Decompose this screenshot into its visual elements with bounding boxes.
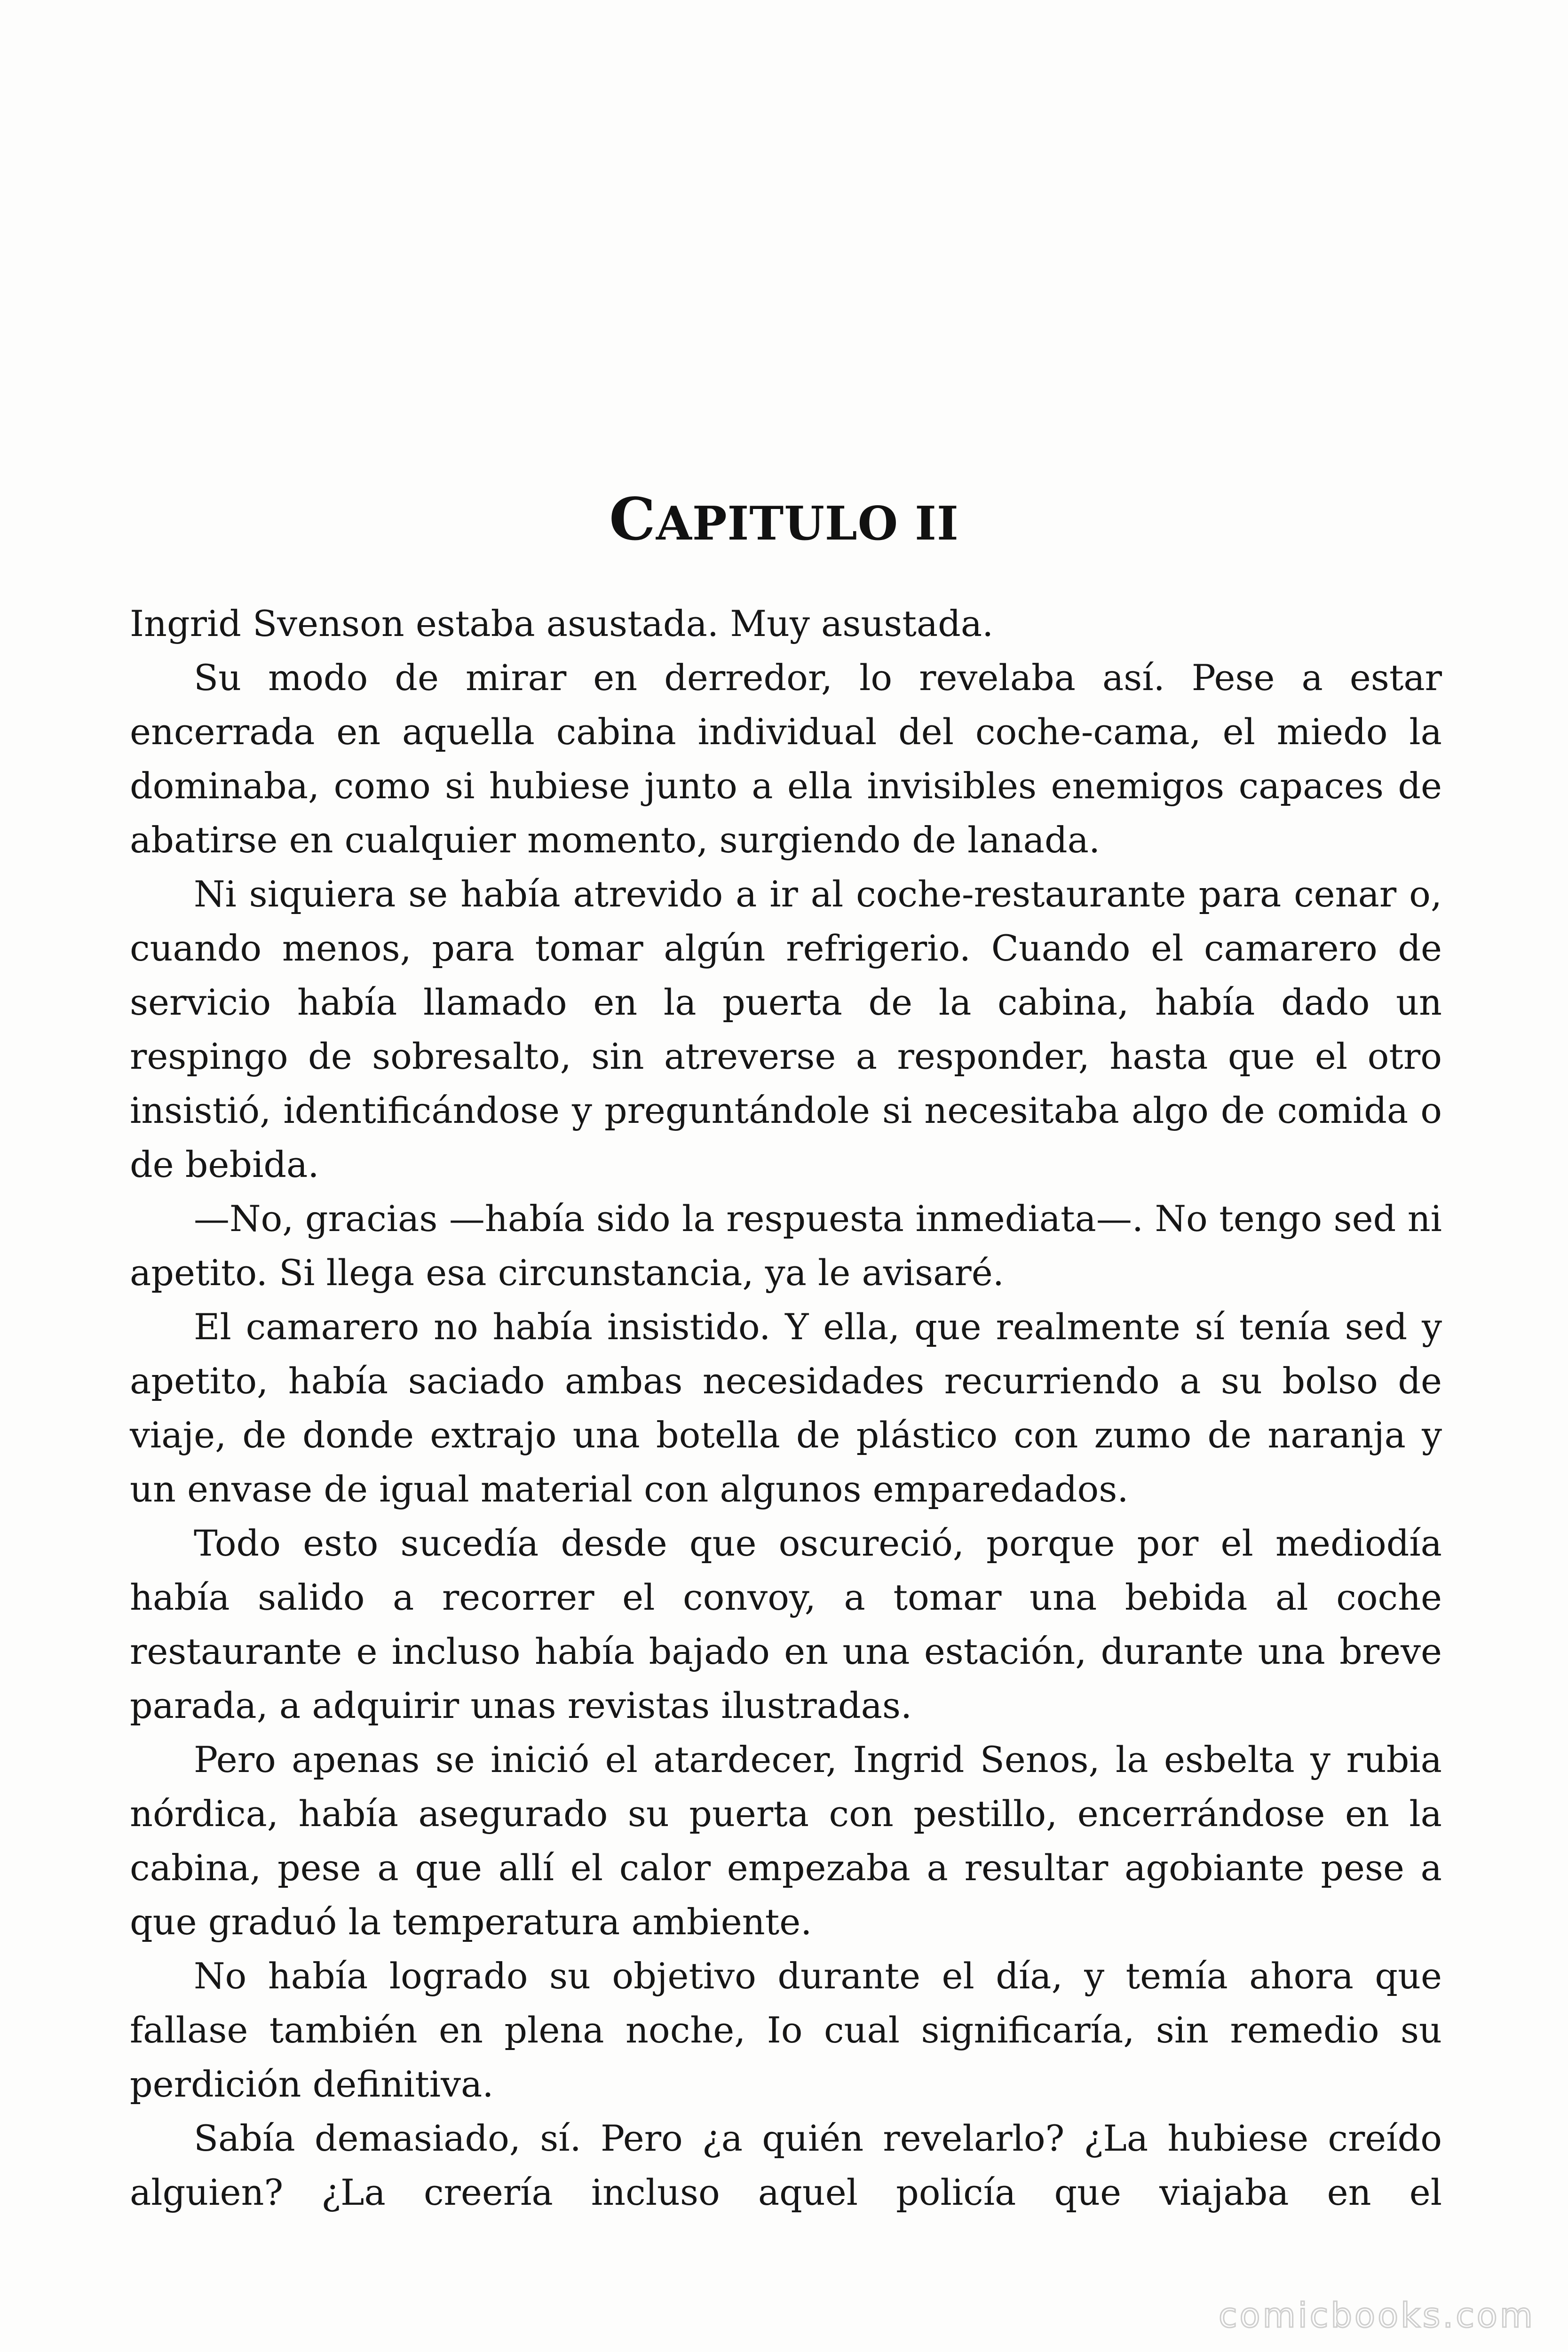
paragraph: Sabía demasiado, sí. Pero ¿a quién revelarlo? ¿La hubiese creído alguien? ¿La creería incluso aquel policía que viajaba en el (130, 2117, 1442, 2213)
paragraph: Ingrid Svenson estaba asustada. Muy asustada. (130, 603, 994, 644)
watermark: comicbooks.com (1218, 2296, 1535, 2335)
body-text (130, 596, 1442, 2219)
paragraph: Ni siquiera se había atrevido a ir al coche-restaurante para cenar o, cuando menos, para tomar algún refrigerio. Cuando el camarero de servicio había llamado en la puerta de la cabina, había dado un respingo de sobresalto, sin atreverse a responder, hasta que el otro insistió, identificándose y preguntándole si necesitaba algo de comida o de bebida. (130, 873, 1442, 1185)
chapter-title-initial: C (609, 485, 656, 554)
paragraph: No había logrado su objetivo durante el día, y temía ahora que fallase también en plena noche, Io cual significaría, sin remedio su perdición definitiva. (130, 1955, 1442, 2105)
chapter-title (0, 485, 1568, 554)
paragraph: Todo esto sucedía desde que oscureció, porque por el mediodía había salido a recorrer el convoy, a tomar una bebida al coche restaurante e incluso había bajado en una estación, durante una breve parada, a adquirir unas revistas ilustradas. (130, 1522, 1442, 1726)
paragraph: Pero apenas se inició el atardecer, Ingrid Senos, la esbelta y rubia nórdica, había asegurado su puerta con pestillo, encerrándose en la cabina, pese a que allí el calor empezaba a resultar agobiante pese a que graduó la temperatura ambiente. (130, 1739, 1442, 1943)
paragraph: Su modo de mirar en derredor, lo revelaba así. Pese a estar encerrada en aquella cabina individual del coche-cama, el miedo la dominaba, como si hubiese junto a ella invisibles enemigos capaces de abatirse en cualquier momento, surgiendo de lanada. (130, 657, 1442, 861)
paragraph: —No, gracias —había sido la respuesta inmediata—. No tengo sed ni apetito. Si llega esa circunstancia, ya le avisaré. (130, 1198, 1442, 1294)
paragraph: El camarero no había insistido. Y ella, que realmente sí tenía sed y apetito, había saciado ambas necesidades recurriendo a su bolso de viaje, de donde extrajo una botella de plástico con zumo de naranja y un envase de igual material con algunos emparedados. (130, 1306, 1442, 1510)
chapter-title-rest: APITULO II (656, 497, 959, 551)
